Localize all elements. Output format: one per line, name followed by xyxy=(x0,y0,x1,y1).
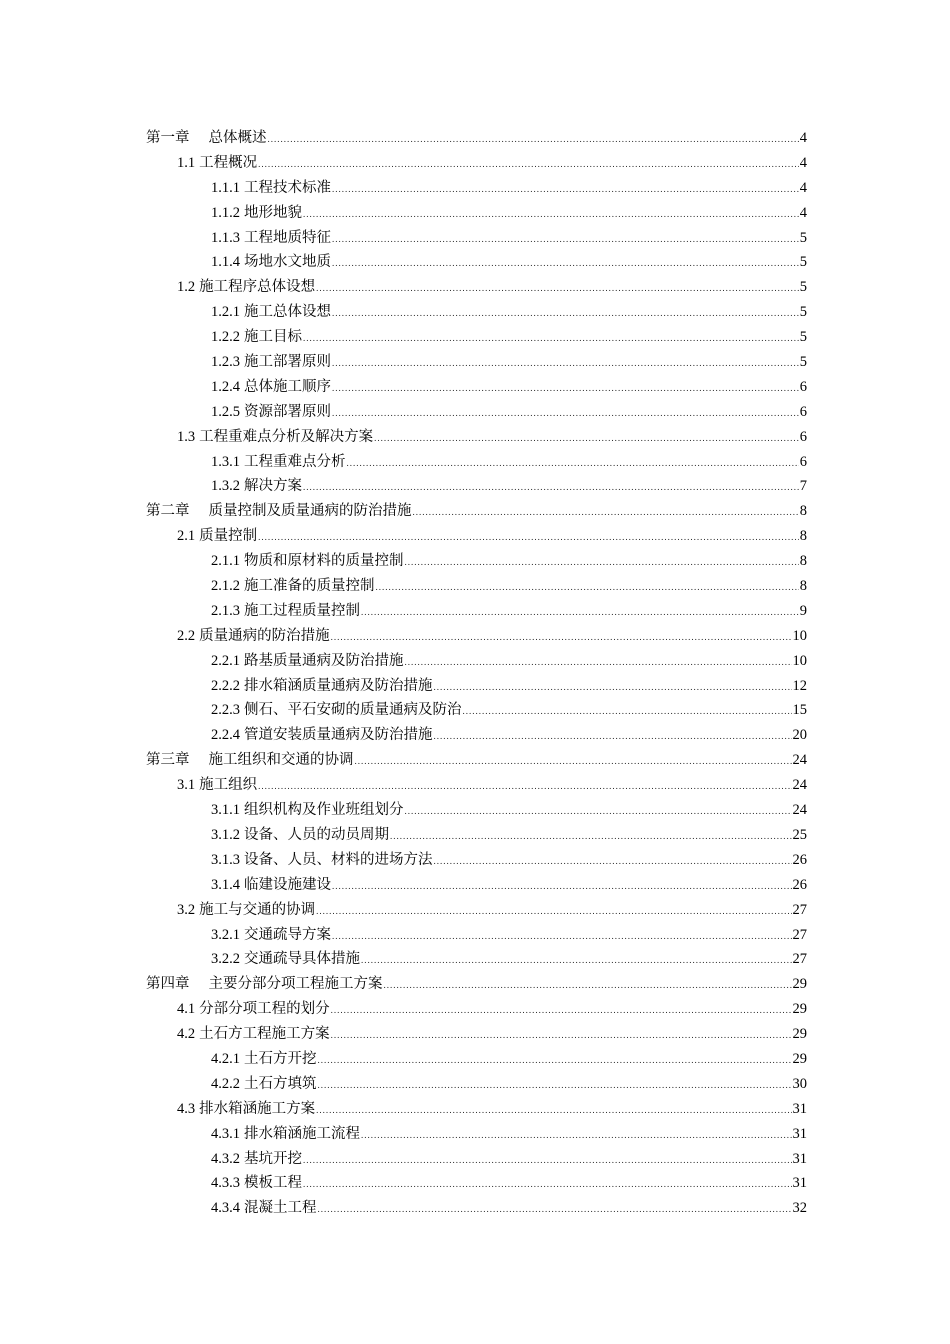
toc-entry-number: 1.3.1 xyxy=(211,453,240,470)
dot-leader xyxy=(331,998,792,1023)
dot-leader xyxy=(318,1197,792,1222)
toc-entry[interactable] xyxy=(146,698,807,723)
toc-entry[interactable] xyxy=(146,250,807,275)
toc-entry-number: 2.2.3 xyxy=(211,702,240,719)
dot-leader xyxy=(405,650,792,675)
toc-entry-page-number: 15 xyxy=(792,702,807,719)
toc-entry[interactable] xyxy=(146,126,807,151)
toc-entry[interactable] xyxy=(146,947,807,972)
toc-entry-title: 混凝土工程 xyxy=(244,1200,317,1217)
toc-entry-number: 第二章 xyxy=(146,503,190,520)
toc-entry[interactable] xyxy=(146,300,807,325)
toc-entry[interactable] xyxy=(146,226,807,251)
dot-leader xyxy=(303,1148,792,1173)
toc-entry-page-number: 9 xyxy=(799,602,807,619)
toc-entry[interactable] xyxy=(146,350,807,375)
toc-entry[interactable] xyxy=(146,549,807,574)
toc-entry-title: 管道安装质量通病及防治措施 xyxy=(244,727,433,744)
toc-entry-page-number: 6 xyxy=(799,453,807,470)
toc-entry-title: 施工过程质量控制 xyxy=(244,602,360,619)
toc-entry[interactable] xyxy=(146,524,807,549)
dot-leader xyxy=(434,675,792,700)
toc-entry-title: 质量控制及质量通病的防治措施 xyxy=(208,503,412,520)
dot-leader xyxy=(361,948,792,973)
toc-entry-page-number: 27 xyxy=(792,926,807,943)
toc-entry-page-number: 24 xyxy=(792,802,807,819)
toc-entry-title: 质量控制 xyxy=(199,528,258,545)
toc-entry[interactable] xyxy=(146,798,807,823)
toc-entry-title: 基坑开挖 xyxy=(244,1150,302,1167)
toc-entry-page-number: 30 xyxy=(792,1075,807,1092)
dot-leader xyxy=(332,177,799,202)
toc-entry-page-number: 4 xyxy=(799,179,807,196)
toc-entry-title: 排水箱涵施工方案 xyxy=(199,1100,316,1117)
dot-leader xyxy=(405,550,799,575)
toc-entry[interactable] xyxy=(146,599,807,624)
toc-entry-page-number: 25 xyxy=(792,826,807,843)
toc-entry-number: 3.1.2 xyxy=(211,826,240,843)
toc-entry-page-number: 4 xyxy=(799,204,807,221)
toc-entry-title: 物质和原材料的质量控制 xyxy=(244,553,404,570)
toc-entry-number: 1.1.2 xyxy=(211,204,240,221)
toc-entry[interactable] xyxy=(146,723,807,748)
dot-leader xyxy=(390,824,792,849)
toc-entry-title: 施工目标 xyxy=(244,329,302,346)
toc-entry-number: 3.1 xyxy=(177,777,196,794)
toc-entry[interactable] xyxy=(146,997,807,1022)
dot-leader xyxy=(318,1048,792,1073)
toc-entry[interactable] xyxy=(146,972,807,997)
toc-entry-title: 场地水文地质 xyxy=(244,254,331,271)
toc-entry[interactable] xyxy=(146,450,807,475)
toc-entry-number: 2.2 xyxy=(177,627,196,644)
toc-entry-title: 侧石、平石安砌的质量通病及防治 xyxy=(244,702,462,719)
toc-entry-number: 3.1.3 xyxy=(211,851,240,868)
toc-entry[interactable] xyxy=(146,425,807,450)
toc-entry[interactable] xyxy=(146,624,807,649)
dot-leader xyxy=(355,749,792,774)
dot-leader xyxy=(258,774,791,799)
toc-entry-number: 第三章 xyxy=(146,752,190,769)
toc-entry-page-number: 5 xyxy=(799,304,807,321)
dot-leader xyxy=(316,899,791,924)
toc-entry-number: 1.2.5 xyxy=(211,403,240,420)
toc-entry[interactable] xyxy=(146,923,807,948)
toc-entry-page-number: 31 xyxy=(792,1150,807,1167)
toc-entry-number: 4.3.3 xyxy=(211,1175,240,1192)
toc-entry-title: 地形地貌 xyxy=(244,204,302,221)
toc-entry-page-number: 24 xyxy=(792,777,807,794)
toc-entry-number: 4.2.1 xyxy=(211,1050,240,1067)
toc-entry-page-number: 29 xyxy=(792,1001,807,1018)
toc-entry[interactable] xyxy=(146,1147,807,1172)
toc-entry-number: 3.2.1 xyxy=(211,926,240,943)
toc-entry-number: 1.2.4 xyxy=(211,378,240,395)
dot-leader xyxy=(332,351,799,376)
toc-entry-title: 施工组织和交通的协调 xyxy=(208,752,354,769)
toc-entry-title: 交通疏导方案 xyxy=(244,926,331,943)
toc-entry-title: 总体概述 xyxy=(208,130,267,146)
toc-entry[interactable] xyxy=(146,151,807,176)
toc-entry-page-number: 27 xyxy=(792,951,807,968)
toc-entry-page-number: 26 xyxy=(792,876,807,893)
toc-entry-page-number: 8 xyxy=(799,528,807,545)
toc-entry-title: 工程重难点分析 xyxy=(244,453,346,470)
toc-entry-number: 1.3.2 xyxy=(211,478,240,495)
toc-entry-number: 2.1.3 xyxy=(211,602,240,619)
toc-entry-number: 第四章 xyxy=(146,976,190,993)
toc-entry-page-number: 6 xyxy=(799,403,807,420)
dot-leader xyxy=(361,600,799,625)
dot-leader xyxy=(303,326,799,351)
toc-entry-title: 施工组织 xyxy=(199,777,258,794)
toc-entry[interactable] xyxy=(146,1196,807,1221)
toc-entry[interactable] xyxy=(146,400,807,425)
toc-entry[interactable] xyxy=(146,1171,807,1196)
dot-leader xyxy=(268,127,799,152)
toc-entry-title: 施工与交通的协调 xyxy=(199,901,316,918)
dot-leader xyxy=(413,500,799,525)
toc-entry-page-number: 27 xyxy=(792,901,807,918)
dot-leader xyxy=(316,276,799,301)
toc-entry[interactable] xyxy=(146,848,807,873)
toc-entry-page-number: 5 xyxy=(799,329,807,346)
dot-leader xyxy=(434,724,792,749)
toc-entry[interactable] xyxy=(146,201,807,226)
toc-entry-number: 1.1.4 xyxy=(211,254,240,271)
toc-entry-number: 3.1.1 xyxy=(211,802,240,819)
toc-entry-title: 路基质量通病及防治措施 xyxy=(244,652,404,669)
toc-entry-number: 1.2 xyxy=(177,279,196,296)
dot-leader xyxy=(318,1073,792,1098)
dot-leader xyxy=(463,699,792,724)
toc-entry-page-number: 32 xyxy=(792,1200,807,1217)
toc-entry[interactable] xyxy=(146,574,807,599)
toc-entry-title: 工程技术标准 xyxy=(244,179,331,196)
toc-entry-title: 分部分项工程的划分 xyxy=(199,1001,330,1018)
toc-entry-title: 土石方开挖 xyxy=(244,1050,317,1067)
toc-entry-number: 4.3.4 xyxy=(211,1200,240,1217)
table-of-contents xyxy=(146,126,807,1221)
dot-leader xyxy=(374,426,799,451)
toc-entry-page-number: 24 xyxy=(792,752,807,769)
toc-entry-page-number: 6 xyxy=(799,428,807,445)
toc-entry-page-number: 31 xyxy=(792,1125,807,1142)
toc-entry[interactable] xyxy=(146,325,807,350)
dot-leader xyxy=(405,799,792,824)
toc-entry-title: 交通疏导具体措施 xyxy=(244,951,360,968)
toc-entry-page-number: 12 xyxy=(792,677,807,694)
toc-entry-title: 临建设施建设 xyxy=(244,876,331,893)
toc-entry-page-number: 29 xyxy=(792,1026,807,1043)
dot-leader xyxy=(303,1172,792,1197)
toc-entry-title: 排水箱涵施工流程 xyxy=(244,1125,360,1142)
toc-entry[interactable] xyxy=(146,1097,807,1122)
toc-entry-title: 设备、人员、材料的进场方法 xyxy=(244,851,433,868)
toc-entry-title: 排水箱涵质量通病及防治措施 xyxy=(244,677,433,694)
toc-entry-title: 施工总体设想 xyxy=(244,304,331,321)
toc-entry-page-number: 4 xyxy=(799,154,807,171)
dot-leader xyxy=(332,301,799,326)
toc-entry-page-number: 5 xyxy=(799,229,807,246)
toc-entry-page-number: 8 xyxy=(799,553,807,570)
toc-entry-number: 2.2.2 xyxy=(211,677,240,694)
toc-entry-number: 4.3.2 xyxy=(211,1150,240,1167)
toc-entry-title: 主要分部分项工程施工方案 xyxy=(208,976,383,993)
toc-entry-number: 1.2.3 xyxy=(211,354,240,371)
toc-entry-title: 土石方工程施工方案 xyxy=(199,1026,330,1043)
toc-entry-page-number: 29 xyxy=(792,1050,807,1067)
toc-entry-title: 施工程序总体设想 xyxy=(199,279,316,296)
toc-entry-title: 质量通病的防治措施 xyxy=(199,627,330,644)
dot-leader xyxy=(331,1023,792,1048)
toc-entry-number: 2.2.1 xyxy=(211,652,240,669)
toc-entry-number: 4.1 xyxy=(177,1001,196,1018)
toc-entry-title: 组织机构及作业班组划分 xyxy=(244,802,404,819)
toc-entry-number: 第一章 xyxy=(146,130,190,146)
toc-entry-page-number: 8 xyxy=(799,578,807,595)
dot-leader xyxy=(384,973,792,998)
toc-entry-number: 3.2.2 xyxy=(211,951,240,968)
toc-entry-number: 4.2.2 xyxy=(211,1075,240,1092)
toc-entry-number: 2.1.1 xyxy=(211,553,240,570)
toc-entry[interactable] xyxy=(146,674,807,699)
toc-entry-number: 1.3 xyxy=(177,428,196,445)
toc-entry-number: 4.3.1 xyxy=(211,1125,240,1142)
dot-leader xyxy=(332,251,799,276)
toc-entry-number: 2.1 xyxy=(177,528,196,545)
toc-entry-page-number: 31 xyxy=(792,1100,807,1117)
toc-entry-page-number: 5 xyxy=(799,254,807,271)
dot-leader xyxy=(332,227,799,252)
dot-leader xyxy=(258,152,799,177)
toc-entry-number: 2.1.2 xyxy=(211,578,240,595)
toc-entry[interactable] xyxy=(146,773,807,798)
toc-entry-number: 1.1.3 xyxy=(211,229,240,246)
toc-entry[interactable] xyxy=(146,375,807,400)
toc-entry-number: 1.1.1 xyxy=(211,179,240,196)
dot-leader xyxy=(434,849,792,874)
toc-entry-title: 工程地质特征 xyxy=(244,229,331,246)
toc-entry[interactable] xyxy=(146,823,807,848)
dot-leader xyxy=(347,451,799,476)
toc-entry-page-number: 10 xyxy=(792,627,807,644)
dot-leader xyxy=(332,874,792,899)
toc-entry-title: 工程重难点分析及解决方案 xyxy=(199,428,374,445)
toc-entry-number: 4.2 xyxy=(177,1026,196,1043)
toc-entry[interactable] xyxy=(146,1022,807,1047)
dot-leader xyxy=(361,1123,792,1148)
toc-entry-title: 设备、人员的动员周期 xyxy=(244,826,389,843)
toc-entry-page-number: 6 xyxy=(799,378,807,395)
toc-entry-number: 1.1 xyxy=(177,154,196,171)
toc-entry-title: 资源部署原则 xyxy=(244,403,331,420)
toc-entry-page-number: 8 xyxy=(799,503,807,520)
dot-leader xyxy=(332,376,799,401)
toc-entry[interactable] xyxy=(146,474,807,499)
toc-entry[interactable] xyxy=(146,1047,807,1072)
toc-entry-title: 工程概况 xyxy=(199,154,258,171)
toc-entry-page-number: 26 xyxy=(792,851,807,868)
toc-entry[interactable] xyxy=(146,176,807,201)
dot-leader xyxy=(303,202,799,227)
toc-entry-title: 施工部署原则 xyxy=(244,354,331,371)
toc-entry-page-number: 7 xyxy=(799,478,807,495)
dot-leader xyxy=(332,401,799,426)
toc-entry-title: 解决方案 xyxy=(244,478,302,495)
toc-entry-page-number: 31 xyxy=(792,1175,807,1192)
toc-entry-page-number: 20 xyxy=(792,727,807,744)
toc-entry-title: 模板工程 xyxy=(244,1175,302,1192)
toc-entry-number: 1.2.2 xyxy=(211,329,240,346)
dot-leader xyxy=(376,575,799,600)
dot-leader xyxy=(258,525,799,550)
dot-leader xyxy=(303,475,799,500)
dot-leader xyxy=(331,625,792,650)
toc-entry-number: 3.2 xyxy=(177,901,196,918)
toc-entry-title: 总体施工顺序 xyxy=(244,378,331,395)
toc-entry[interactable] xyxy=(146,649,807,674)
toc-entry-page-number: 5 xyxy=(799,279,807,296)
toc-entry-number: 3.1.4 xyxy=(211,876,240,893)
dot-leader xyxy=(316,1098,791,1123)
toc-entry[interactable] xyxy=(146,748,807,773)
dot-leader xyxy=(332,924,792,949)
toc-entry-title: 施工准备的质量控制 xyxy=(244,578,375,595)
toc-entry[interactable] xyxy=(146,873,807,898)
toc-entry-page-number: 5 xyxy=(799,354,807,371)
toc-entry-number: 4.3 xyxy=(177,1100,196,1117)
toc-entry-page-number: 29 xyxy=(792,976,807,993)
toc-entry-page-number: 4 xyxy=(799,130,807,146)
toc-entry-page-number: 10 xyxy=(792,652,807,669)
toc-entry[interactable] xyxy=(146,1072,807,1097)
toc-entry[interactable] xyxy=(146,1122,807,1147)
toc-entry[interactable] xyxy=(146,898,807,923)
toc-entry-number: 1.2.1 xyxy=(211,304,240,321)
toc-entry[interactable] xyxy=(146,275,807,300)
toc-entry-number: 2.2.4 xyxy=(211,727,240,744)
toc-entry-title: 土石方填筑 xyxy=(244,1075,317,1092)
toc-entry[interactable] xyxy=(146,499,807,524)
